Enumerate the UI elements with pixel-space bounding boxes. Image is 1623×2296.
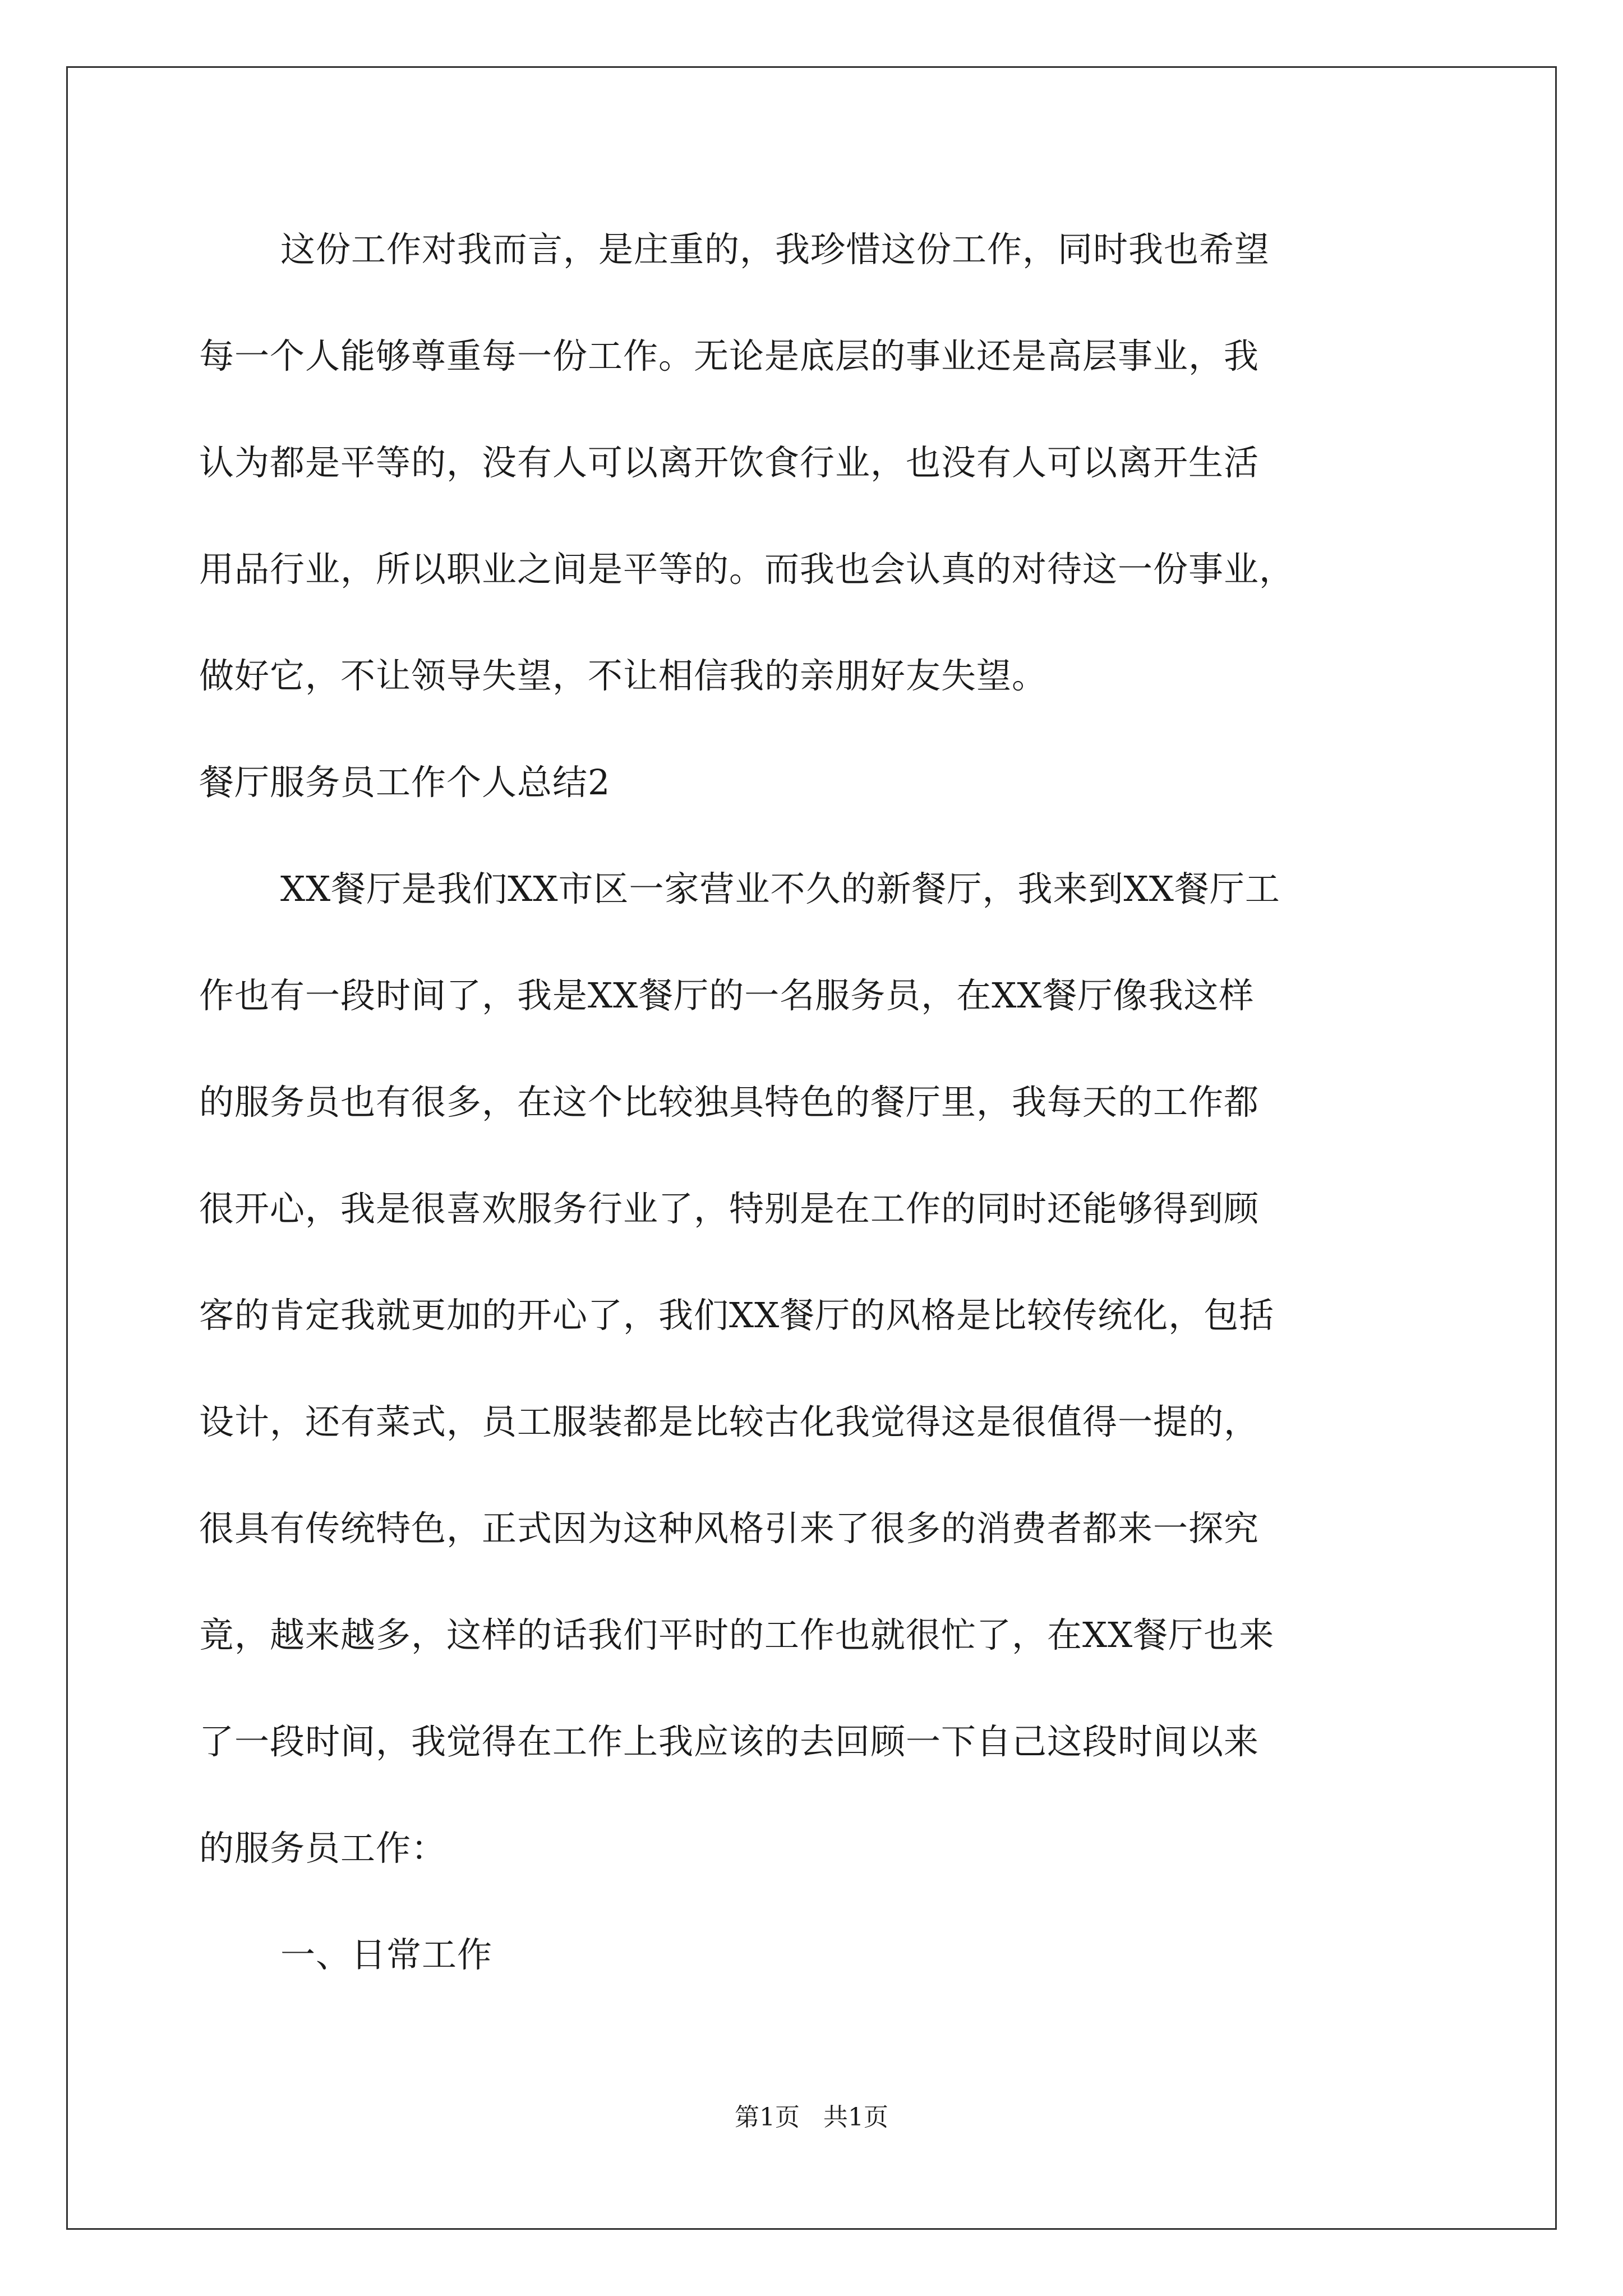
paragraph-line: 每一个人能够尊重每一份工作。无论是底层的事业还是高层事业，我 [199, 335, 1260, 376]
page-number: 第1页 [735, 2103, 800, 2132]
paragraph-line: 了一段时间，我觉得在工作上我应该的去回顾一下自己这段时间以来 [199, 1721, 1260, 1762]
paragraph-line: 的服务员也有很多，在这个比较独具特色的餐厅里，我每天的工作都 [199, 1082, 1260, 1122]
paragraph-line: XX餐厅是我们XX市区一家营业不久的新餐厅，我来到XX餐厅工 [280, 868, 1280, 909]
paragraph-line: 作也有一段时间了，我是XX餐厅的一名服务员，在XX餐厅像我这样 [199, 975, 1255, 1016]
page-total: 共1页 [823, 2103, 888, 2132]
paragraph-line: 用品行业，所以职业之间是平等的。而我也会认真的对待这一份事业， [199, 549, 1295, 590]
section-heading: 餐厅服务员工作个人总结2 [199, 762, 611, 803]
paragraph-line: 设计，还有菜式，员工服装都是比较古化我觉得这是很值得一提的， [199, 1401, 1260, 1442]
paragraph-line: 竟，越来越多，这样的话我们平时的工作也就很忙了，在XX餐厅也来 [199, 1614, 1275, 1655]
paragraph-line: 很具有传统特色，正式因为这种风格引来了很多的消费者都来一探究 [199, 1508, 1260, 1549]
paragraph-line: 认为都是平等的，没有人可以离开饮食行业，也没有人可以离开生活 [199, 442, 1260, 483]
paragraph-line: 的服务员工作： [199, 1828, 447, 1869]
paragraph-line: 这份工作对我而言，是庄重的，我珍惜这份工作，同时我也希望 [280, 229, 1270, 270]
paragraph-line: 很开心，我是很喜欢服务行业了，特别是在工作的同时还能够得到顾 [199, 1188, 1260, 1229]
paragraph-line: 客的肯定我就更加的开心了，我们XX餐厅的风格是比较传统化，包括 [199, 1295, 1275, 1336]
subsection-heading: 一、日常工作 [280, 1934, 493, 1975]
paragraph-line: 做好它，不让领导失望，不让相信我的亲朋好友失望。 [199, 655, 1048, 696]
page-footer [0, 2101, 1623, 2134]
page-border [66, 66, 1557, 2230]
